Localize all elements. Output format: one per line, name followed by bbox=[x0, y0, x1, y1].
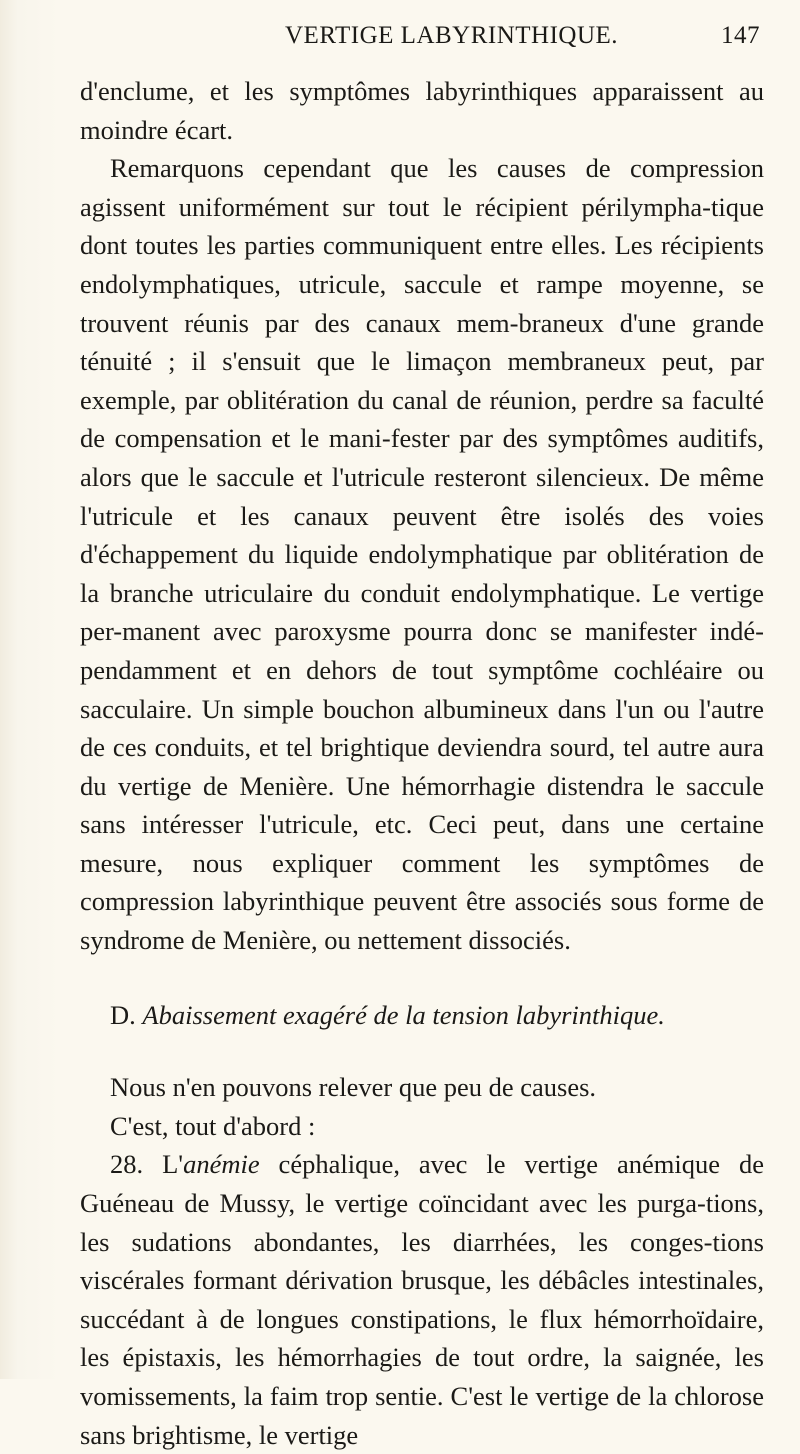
section-title: Abaissement exagéré de la tension labyrinthique. bbox=[142, 999, 665, 1030]
paragraph-causes: Nous n'en pouvons relever que peu de causes. bbox=[110, 1072, 597, 1103]
running-head bbox=[80, 22, 760, 56]
item-28-text: céphalique, avec le vertige anémique de Guéneau de Mussy, le vertige coïncidant avec les purga-tions, les sudations abondantes, les diarrhées, les conges-tions viscérales formant dérivation brusque, les débâcles intestinales, succédant à de longues constipations, le flux hémorrhoïdaire, les épistaxis, les hémorrhagies de tout ordre, la saignée, les vomissements, la faim trop sentie. C'est le vertige de la chlorose sans brightisme, le vertige bbox=[80, 1149, 765, 1450]
paragraph-compression: Remarquons cependant que les causes de compression agissent uniformément sur tout le récipient périlympha-tique dont toutes les parties communiquent entre elles. Les récipients endolymphatiques, utricule, saccule et rampe moyenne, se trouvent réunis par des canaux mem-braneux d'une grande ténuité ; il s'ensuit que le limaçon membraneux peut, par exemple, par oblitération du canal de réunion, perdre sa faculté de compensation et le mani-fester par des symptômes auditifs, alors que le saccule et l'utricule resteront silencieux. De même l'utricule et les canaux peuvent être isolés des voies d'échappement du liquide endolymphatique par oblitération de la branche utriculaire du conduit endolymphatique. Le vertige per-manent avec paroxysme pourra donc se manifester indé-pendamment et en dehors de tout symptôme cochléaire ou sacculaire. Un simple bouchon albumineux dans l'un ou l'autre de ces conduits, et tel brightique deviendra sourd, tel autre aura du vertige de Menière. Une hémorrhagie distendra le saccule sans intéresser l'utricule, etc. Ceci peut, dans une certaine mesure, nous expliquer comment les symptômes de compression labyrinthique peuvent être associés sous forme de syndrome de Menière, ou nettement dissociés. bbox=[80, 153, 764, 956]
section-letter: D. bbox=[110, 999, 136, 1030]
item-28-article: L' bbox=[162, 1149, 184, 1180]
paragraph-first: C'est, tout d'abord : bbox=[110, 1110, 316, 1141]
section-heading bbox=[80, 996, 764, 1035]
item-28-term: anémie bbox=[183, 1149, 260, 1180]
item-28-number: 28. bbox=[110, 1149, 144, 1180]
page-number: 147 bbox=[721, 22, 760, 49]
item-28 bbox=[80, 1145, 764, 1454]
paragraph-continuation: d'enclume, et les symptômes labyrinthiques apparaissent au moindre écart. bbox=[80, 76, 764, 145]
body-text bbox=[80, 72, 764, 1454]
running-title: VERTIGE LABYRINTHIQUE. bbox=[285, 22, 619, 49]
